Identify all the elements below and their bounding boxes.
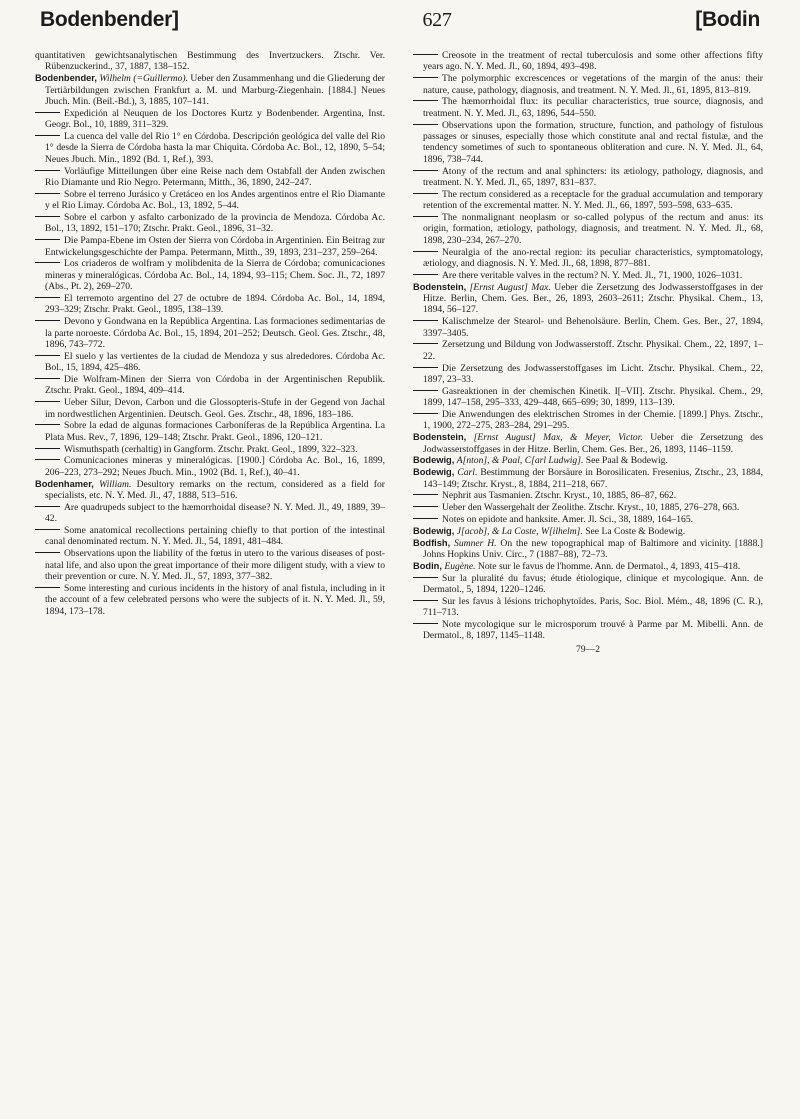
entry-text: Comunicaciones mineras y mineralógicas. [1900.] Córdoba Ac. Bol., 16, 1899, 206–223, 273–292; Neues Jbuch. Min., 1902 (Bd. 1, Ref.), 40–41.	[45, 455, 385, 478]
ditto-rule	[35, 459, 60, 460]
entry-text: La cuenca del valle del Rio 1° en Córdoba. Descripción geológica del valle del Rio 1° desde la Sierra de Córdoba hasta la mar Chiquita. Córdoba Ac. Bol., 12, 1890, 5–54; Neues Jbuch. Min., 1892 (Bd. 1, Ref.), 393.	[45, 131, 385, 165]
ditto-rule	[413, 124, 438, 125]
entry-text: The nonmalignant neoplasm or so-called polypus of the rectum and anus: its origin, formation, ætiology, pathology, diagnosis, and treatment. N. Y. Med. Jl., 68, 1898, 230–234, 267–270.	[423, 212, 763, 246]
running-head-right: [Bodin	[695, 8, 760, 31]
author-given-name: [Ernst August] Max, & Meyer, Victor.	[473, 432, 643, 444]
author-given-name: Eugène.	[444, 560, 476, 572]
entry-text: Neuralgia of the ano-rectal region: its peculiar characteristics, symptomatology, ætiology, and diagnosis. N. Y. Med. Jl., 68, 1898, 877–881.	[423, 246, 763, 270]
bibliography-entry	[413, 212, 763, 246]
ditto-rule	[35, 424, 60, 425]
author-surname: Bodenbender,	[35, 73, 97, 84]
bibliography-entry	[413, 490, 763, 501]
left-column	[35, 50, 385, 1100]
ditto-rule	[413, 506, 438, 507]
ditto-rule	[413, 600, 438, 601]
ditto-rule	[35, 193, 60, 194]
page-header	[40, 8, 760, 44]
bibliography-entry	[413, 270, 763, 281]
bibliography-entry	[35, 189, 385, 212]
bibliography-entry	[35, 479, 385, 502]
ditto-rule	[413, 577, 438, 578]
bibliography-entry	[413, 189, 763, 212]
bibliography-entry	[35, 108, 385, 131]
ditto-rule	[35, 378, 60, 379]
entry-text: Die Pampa-Ebene im Osten der Sierra von Córdoba in Argentinien. Ein Beitrag zur Entwickelungsgeschichte der Pampa. Petermann, Mitth., 39, 1893, 231–237, 259–264.	[45, 235, 385, 258]
bibliography-entry	[35, 235, 385, 258]
entry-text: Notes on epidote and hanksite. Amer. Jl. Sci., 38, 1889, 164–165.	[442, 514, 694, 526]
entry-text: Ueber Silur, Devon, Carbon und die Glossopteris-Stufe in der Gegend von Jachal im nordwestlichen Argentinien. Deutsch. Geol. Ges. Ztschr., 48, 1896, 183–186.	[45, 397, 385, 420]
ditto-rule	[413, 100, 438, 101]
author-surname: Bodewig,	[413, 525, 455, 536]
entry-text: Bestimmung der Borsäure in Borosilicaten. Fresenius, Ztschr., 23, 1884, 143–149; Ztschr. Kryst., 8, 1884, 211–218, 667.	[423, 467, 763, 490]
entry-text: El terremoto argentino del 27 de octubre de 1894. Córdoba Ac. Bol., 14, 1894, 293–329; Ztschr. Prakt. Geol., 1895, 138–139.	[45, 293, 385, 316]
entry-text: quantitativen gewichtsanalytischen Bestimmung des Invertzuckers. Ztschr. Ver. Rübenzuckerind., 37, 1887, 138–152.	[35, 50, 385, 73]
bibliography-entry	[413, 386, 763, 409]
bibliography-entry	[413, 573, 763, 596]
entry-text: Are quadrupeds subject to the hæmorrhoidal disease? N. Y. Med. Jl., 49, 1889, 39–42.	[45, 501, 385, 525]
author-surname: Bodewig,	[413, 455, 455, 466]
author-given-name: A[nton], & Paal, C[arl Ludwig].	[456, 455, 584, 467]
bibliography-entry	[413, 409, 763, 432]
bibliography-entry	[413, 282, 763, 316]
entry-text: Vorläufige Mitteilungen über eine Reise nach dem Ostabfall der Anden zwischen Rio Diamante und Rio Negro. Petermann, Mitth., 36, 1890, 242–247.	[45, 165, 385, 189]
entry-text: Sobre el terreno Jurásico y Cretáceo en los Andes argentinos entre el Rio Diamante y el Rio Limay. Córdoba Ac. Bol., 13, 1892, 5–44.	[45, 188, 385, 212]
bibliography-entry	[413, 538, 763, 561]
bibliography-entry	[413, 467, 763, 490]
entry-text: Ueber die Zersetzung des Jodwasserstoffgases in der Hitze. Berlin, Chem. Ges. Ber., 26, 1893, 1146–1159.	[423, 432, 763, 455]
entry-text: On the new topographical map of Baltimore and vicinity. [1888.] Johns Hopkins Univ. Circ., 7 (1887–88), 72–73.	[423, 537, 763, 561]
ditto-rule	[413, 193, 438, 194]
bibliography-entry	[35, 293, 385, 316]
entry-text: Devono y Gondwana en la República Argentina. Las formaciones sedimentarias de la parte noroeste. Córdoba Ac. Bol., 15, 1894, 201–252; Deutsch. Geol. Ges. Ztschr., 48, 1896, 743–772.	[45, 316, 385, 351]
ditto-rule	[35, 529, 60, 530]
author-surname: Bodenstein,	[413, 281, 467, 292]
ditto-rule	[35, 506, 60, 507]
ditto-rule	[35, 448, 60, 449]
ditto-rule	[35, 262, 60, 263]
ditto-rule	[413, 367, 438, 368]
bibliography-entry	[35, 548, 385, 582]
bibliography-entry	[413, 50, 763, 73]
ditto-rule	[413, 216, 438, 217]
bibliography-entry	[413, 96, 763, 119]
entry-text: The polymorphic excrescences or vegetations of the margin of the anus: their nature, cause, pathology, diagnosis, and treatment. N. Y. Med. Jl., 61, 1895, 813–819.	[423, 73, 763, 96]
entry-text: Are there veritable valves in the rectum? N. Y. Med. Jl., 71, 1900, 1026–1031.	[442, 269, 743, 281]
ditto-rule	[35, 239, 60, 240]
ditto-rule	[35, 170, 60, 171]
bibliography-entry	[35, 131, 385, 165]
bibliography-entry	[413, 619, 763, 642]
entry-text: Note mycologique sur le microsporum trouvé à Parme par M. Mibelli. Ann. de Dermatol., 8, 1897, 1145–1148.	[423, 619, 763, 642]
entry-text: Gasreaktionen in der chemischen Kinetik. I[–VII]. Ztschr. Physikal. Chem., 29, 1899, 147–158, 295–333, 429–448, 665–699; 30, 1899, 113–139.	[423, 385, 763, 409]
entry-text: Die Zersetzung des Jodwasserstoffgases im Licht. Ztschr. Physikal. Chem., 22, 1897, 23–33.	[423, 362, 763, 386]
signature-mark: 79—2	[576, 643, 600, 655]
ditto-rule	[35, 401, 60, 402]
entry-text: Ueber die Zersetzung des Jodwasserstoffgases in der Hitze. Berlin, Chem. Ges. Ber., 26, 1893, 2603–2611; Ztschr. Physikal. Chem., 13, 1894, 56–127.	[423, 281, 763, 316]
bibliography-entry	[413, 596, 763, 619]
bibliography-entry	[35, 258, 385, 292]
bibliography-entry	[35, 455, 385, 478]
ditto-rule	[413, 274, 438, 275]
ditto-rule	[413, 494, 438, 495]
entry-text: Some anatomical recollections pertaining chiefly to that portion of the intestinal canal denominated rectum. N. Y. Med. Jl., 54, 1891, 481–484.	[45, 525, 385, 548]
entry-text: Desultory remarks on the rectum, considered as a field for specialists, etc. N. Y. Med. Jl., 47, 1888, 513–516.	[45, 478, 385, 502]
bibliography-entry	[35, 50, 385, 73]
entry-text: Kalischmelze der Stearol- und Behenolsäure. Berlin, Chem. Ges. Ber., 27, 1894, 3397–3405.	[423, 316, 763, 339]
bibliography-entry	[413, 73, 763, 96]
bibliography-entry	[35, 212, 385, 235]
bibliography-entry	[35, 525, 385, 548]
entry-text: The hæmorrhoidal flux: its peculiar characteristics, true source, diagnosis, and treatment. N. Y. Med. Jl., 63, 1896, 544–550.	[423, 96, 763, 119]
ditto-rule	[413, 170, 438, 171]
bibliography-entry	[35, 583, 385, 617]
author-given-name: Carl.	[457, 467, 478, 479]
entry-text: See Paal & Bodewig.	[585, 455, 668, 467]
right-column	[413, 50, 763, 1100]
entry-text: Ueber den Zusammenhang und die Gliederung der Tertiärbildungen zwischen Frankfurt a. M. und Marburg-Ziegenhain. [1884.] Neues Jbuch. Min. (Beil.-Bd.), 3, 1885, 107–141.	[45, 73, 385, 108]
entry-text: Expedición al Neuquen de los Doctores Kurtz y Bodenbender. Argentina, Inst. Geogr. Bol., 10, 1889, 311–329.	[45, 107, 385, 131]
bibliography-entry	[413, 526, 763, 537]
bibliography-entry	[35, 397, 385, 420]
entry-text: Zersetzung und Bildung von Jodwasserstoff. Ztschr. Physikal. Chem., 22, 1897, 1–22.	[423, 339, 763, 362]
bibliography-entry	[413, 363, 763, 386]
ditto-rule	[35, 112, 60, 113]
entry-text: Nephrit aus Tasmanien. Ztschr. Kryst., 10, 1885, 86–87, 662.	[442, 490, 677, 502]
ditto-rule	[35, 297, 60, 298]
entry-text: Sobre la edad de algunas formaciones Carboníferas de la República Argentina. La Plata Mus. Rev., 7, 1896, 129–148; Ztschr. Prakt. Geol., 1896, 120–121.	[45, 420, 385, 443]
entry-text: Observations upon the formation, structure, function, and pathology of fistulous passages or sinuses, especially those which constitute anal and rectal fistulæ, and the tendency sometimes of such to spontaneous obliteration and cure. N. Y. Med. Jl., 64, 1896, 738–744.	[423, 119, 763, 165]
entry-text: Sur les favus à lésions trichophytoïdes. Paris, Soc. Biol. Mém., 48, 1896 (C. R.), 711–713.	[423, 595, 763, 619]
bibliography-entry	[413, 166, 763, 189]
entry-text: Note sur le favus de l'homme. Ann. de Dermatol., 4, 1893, 415–418.	[477, 560, 741, 572]
ditto-rule	[35, 135, 60, 136]
entry-text: Die Anwendungen des elektrischen Stromes in der Chemie. [1899.] Phys. Ztschr., 1, 1900, 272–275, 283–284, 291–295.	[423, 409, 763, 432]
ditto-rule	[35, 552, 60, 553]
author-surname: Bodenhamer,	[35, 478, 94, 489]
ditto-rule	[413, 77, 438, 78]
running-head-left: Bodenbender]	[40, 8, 179, 31]
ditto-rule	[413, 623, 438, 624]
entry-text: The rectum considered as a receptacle for the gradual accumulation and temporary retention of the excremental matter. N. Y. Med. Jl., 66, 1897, 593–598, 633–635.	[423, 188, 763, 212]
bibliography-entry	[35, 502, 385, 525]
ditto-rule	[413, 518, 438, 519]
ditto-rule	[35, 355, 60, 356]
bibliography-entry	[35, 444, 385, 455]
entry-text: Observations upon the liability of the fœtus in utero to the various diseases of post-natal life, and also upon the great importance of their more diligent study, with a view to their prevention or cure. N. Y. Med. Jl., 57, 1893, 377–382.	[45, 548, 385, 583]
bibliography-entry	[413, 514, 763, 525]
bibliography-entry	[35, 420, 385, 443]
ditto-rule	[413, 320, 438, 321]
entry-text: Some interesting and curious incidents in the history of anal fistula, including in it the account of a few celebrated persons who were the subjects of it. N. Y. Med. Jl., 59, 1894, 173–178.	[45, 582, 385, 617]
bibliography-entry	[35, 316, 385, 350]
bibliography-entry	[35, 351, 385, 374]
bibliography-entry	[35, 166, 385, 189]
entry-text: Die Wolfram-Minen der Sierra von Córdoba in der Argentinischen Republik. Ztschr. Prakt. Geol., 1894, 409–414.	[45, 374, 385, 397]
bibliography-entry	[413, 316, 763, 339]
ditto-rule	[35, 587, 60, 588]
bibliography-entry	[413, 247, 763, 270]
bibliography-entry	[413, 339, 763, 362]
bibliography-entry	[413, 455, 763, 466]
ditto-rule	[413, 390, 438, 391]
page-number: 627	[422, 9, 452, 31]
ditto-rule	[35, 320, 60, 321]
author-surname: Bodewig,	[413, 467, 455, 478]
bibliography-entry	[35, 73, 385, 107]
entry-text: Sur la pluralité du favus; étude étiologique, clinique et mycologique. Ann. de Dermatol., 5, 1894, 1220–1246.	[423, 572, 763, 596]
ditto-rule	[413, 251, 438, 252]
entry-text: Atony of the rectum and anal sphincters: its ætiology, pathology, diagnosis, and treatment. N. Y. Med. Jl., 65, 1897, 831–837.	[423, 165, 763, 189]
entry-text: Ueber den Wassergehalt der Zeolithe. Ztschr. Kryst., 10, 1885, 276–278, 663.	[442, 502, 740, 514]
entry-text: El suelo y las vertientes de la ciudad de Mendoza y sus alrededores. Córdoba Ac. Bol., 15, 1894, 425–486.	[45, 350, 385, 374]
bibliography-entry	[35, 374, 385, 397]
ditto-rule	[413, 54, 438, 55]
author-surname: Bodfish,	[413, 537, 451, 548]
bibliography-entry	[413, 561, 763, 572]
author-given-name: Sumner H.	[454, 537, 497, 549]
ditto-rule	[413, 413, 438, 414]
author-given-name: J[acob], & La Coste, W[ilhelm].	[456, 525, 583, 537]
entry-text: Wismuthspath (cerhaltig) in Gangform. Ztschr. Prakt. Geol., 1899, 322–323.	[64, 443, 358, 455]
bibliography-entry	[413, 432, 763, 455]
author-given-name: William.	[99, 478, 132, 490]
author-given-name: Wilhelm (=Guillermo).	[99, 73, 188, 85]
ditto-rule	[413, 343, 438, 344]
entry-text: See La Coste & Bodewig.	[585, 525, 686, 537]
entry-text: Sobre el carbon y asfalto carbonizado de la provincia de Mendoza. Córdoba Ac. Bol., 13, 1892, 151–170; Ztschr. Prakt. Geol., 1896, 31–32.	[45, 212, 385, 235]
bibliography-entry	[413, 120, 763, 166]
bibliography-entry	[413, 502, 763, 513]
author-surname: Bodenstein,	[413, 432, 467, 443]
author-surname: Bodin,	[413, 560, 442, 571]
entry-text: Creosote in the treatment of rectal tuberculosis and some other affections fifty years ago. N. Y. Med. Jl., 60, 1894, 493–498.	[423, 50, 763, 73]
ditto-rule	[35, 216, 60, 217]
entry-text: Los criaderos de wolfram y molibdenita de la Sierra de Córdoba; comunicaciones mineras y mineralógicas. Córdoba Ac. Bol., 14, 1894, 93–115; Chem. Soc. Jl., 72, 1897 (Abs., Pt. 2), 269–270.	[45, 258, 385, 293]
author-given-name: [Ernst August] Max.	[469, 281, 551, 293]
